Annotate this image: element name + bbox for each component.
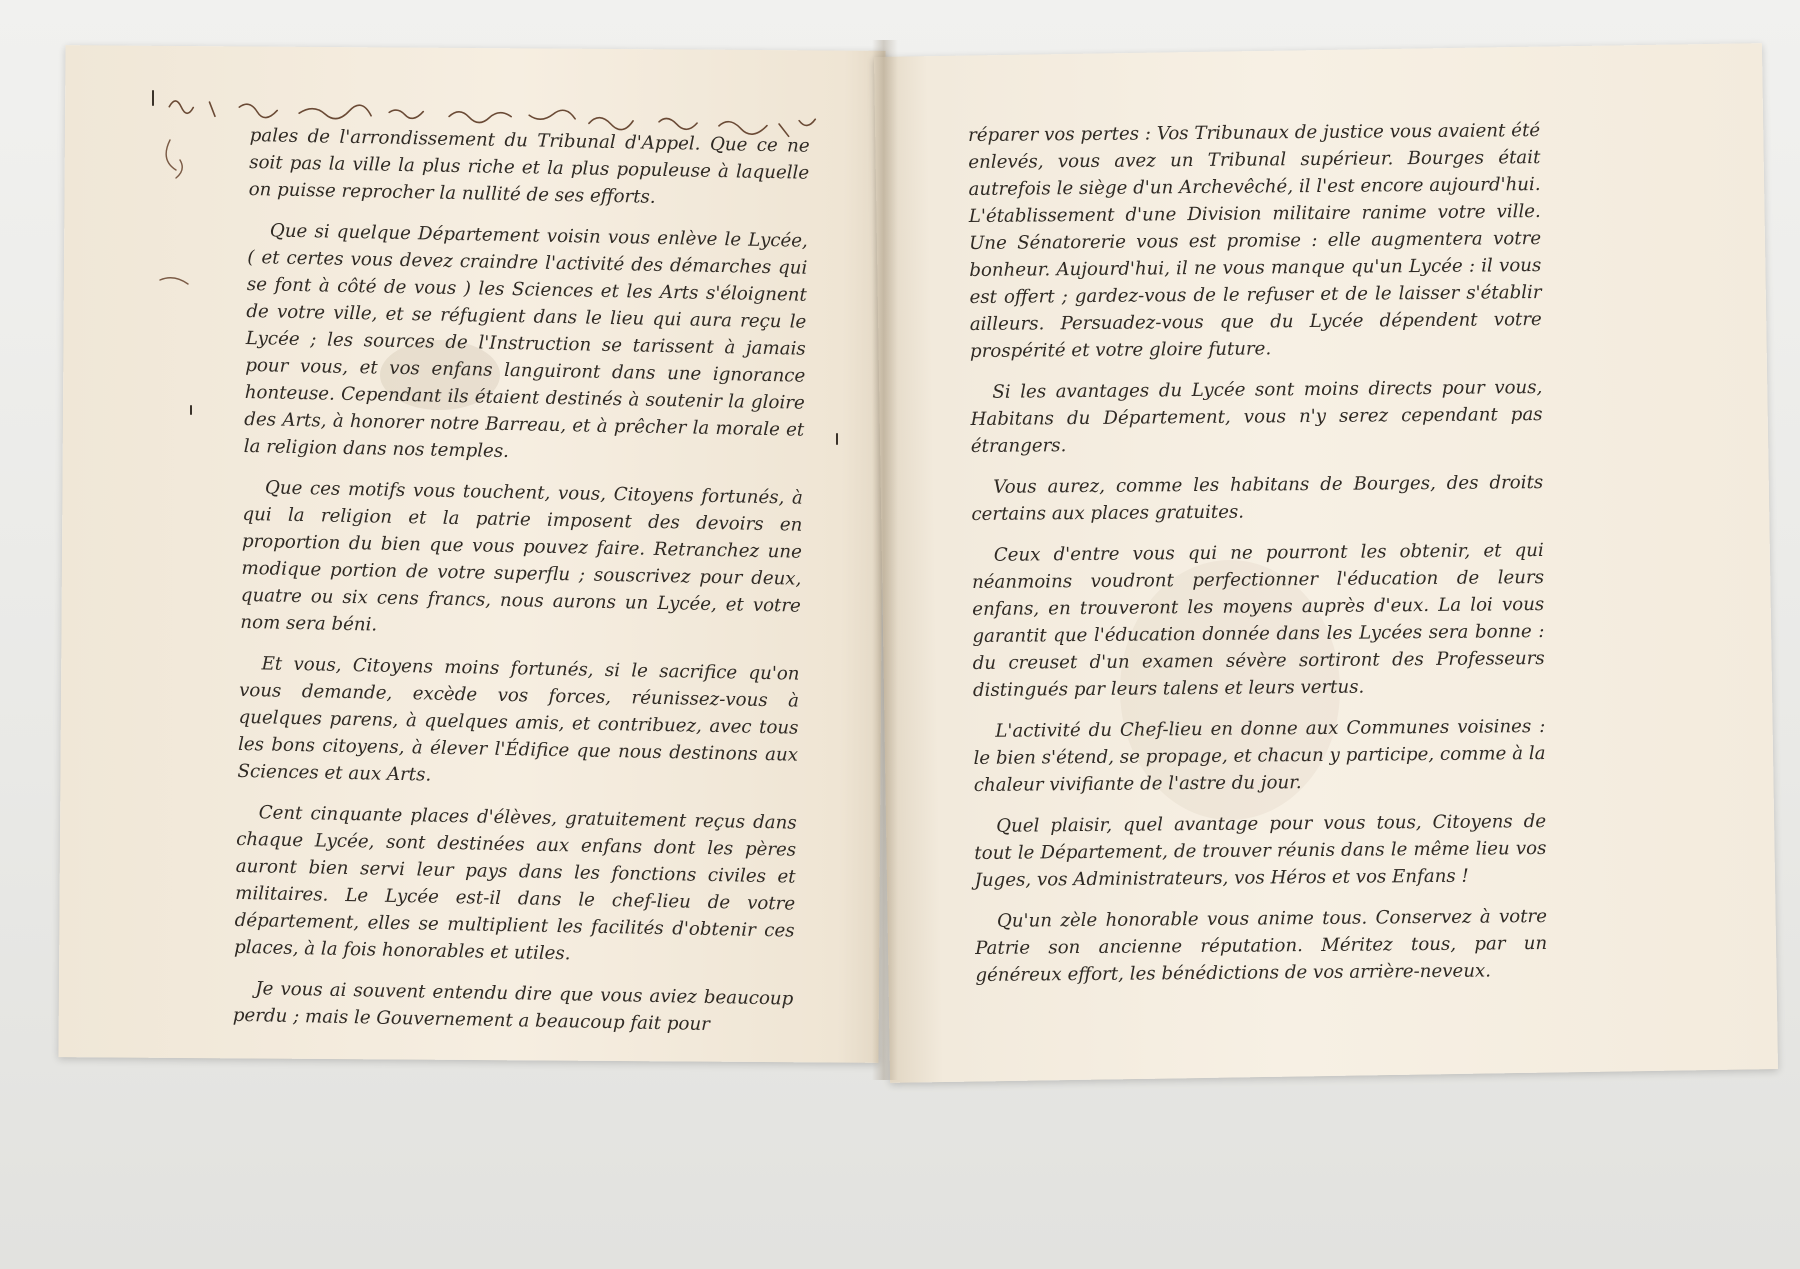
ink-speck [190,405,192,415]
ink-speck [836,433,838,445]
paragraph: Que ces motifs vous touchent, vous, Citoyens fortunés, à qui la religion et la patrie imposent des devoirs en proportion du bien que vous pouvez faire. Retranchez une modique portion de votre superflu ; souscrivez pour deux, quatre ou six cens francs, nous aurons un Lycée, et votre nom sera béni. [240,477,804,636]
paragraph: Vous aurez, comme les habitans de Bourges, des droits certains aux places gratuites. [971,471,1544,525]
paragraph: Je vous ai souvent entendu dire que vous aviez beaucoup perdu ; mais le Gouvernement a beaucoup fait pour [232,978,794,1035]
paragraph: Cent cinquante places d'élèves, gratuitement reçus dans chaque Lycée, sont destinées aux enfans dont les pères auront bien servi leur pays dans les fonctions civiles et militaires. Le Lycée est-il dans le chef-lieu de votre département, elles se multiplient les facilités d'obtenir ces places, à la fois honorables et utiles. [233,802,797,965]
paragraph: pales de l'arrondissement du Tribunal d'Appel. Que ce ne soit pas la ville la plus riche et la plus populeuse à laquelle on puisse reprocher la nullité de ses efforts. [248,124,810,208]
paragraph: Si les avantages du Lycée sont moins directs pour vous, Habitans du Département, vous n'y serez cependant pas étrangers. [970,376,1543,457]
paragraph: Qu'un zèle honorable vous anime tous. Conservez à votre Patrie son ancienne réputation. Méritez tous, par un généreux effort, les bénédictions de vos arrière-neveux. [975,905,1548,986]
margin-ink-mark [140,120,230,320]
left-page-text [232,122,810,1054]
book-gutter [872,40,898,1080]
paragraph: L'activité du Chef-lieu en donne aux Communes voisines : le bien s'étend, se propage, et chacun y participe, comme à la chaleur vivifiante de l'astre du jour. [973,715,1546,796]
paragraph: Que si quelque Département voisin vous enlève le Lycée, ( et certes vous devez craindre l'activité des démarches qui se font à côté de vous ) les Sciences et les Arts s'éloignent de votre ville, et se réfugient dans le lieu qui aura reçu le Lycée ; les sources de l'Instruction se tarissent à jamais pour vous, et vos enfans languiront dans une ignorance honteuse. Cependant ils étaient destinés à soutenir la gloire des Arts, à honorer notre Barreau, et à prêcher la morale et la religion dans nos temples. [243,220,809,463]
paragraph: Et vous, Citoyens moins fortunés, si le sacrifice qu'on vous demande, excède vos forces, réunissez-vous à quelques parens, à quelques amis, et contribuez, avec tous les bons citoyens, à élever l'Édifice que nous destinons aux Sciences et aux Arts. [237,653,800,786]
paragraph: réparer vos pertes : Vos Tribunaux de justice vous avaient été enlevés, vous avez un Tribunal supérieur. Bourges était autrefois le siège d'un Archevêché, il l'est encore aujourd'hui. L'établissement d'une Division militaire ranime votre ville. Une Sénatorerie vous est promise : elle augmentera votre bonheur. Aujourd'hui, il ne vous manque qu'un Lycée : il vous est offert ; gardez-vous de le refuser et de le laisser s'établir ailleurs. Persuadez-vous que du Lycée dépendent votre prospérité et votre gloire future. [968,120,1542,362]
paragraph: Ceux d'entre vous qui ne pourront les obtenir, et qui néanmoins voudront perfectionner l'éducation de leurs enfans, en trouveront les moyens auprès d'eux. La loi vous garantit que l'éducation donnée dans les Lycées sera bonne : du creuset d'un examen sévère sortiront des Professeurs distingués par leurs talens et leurs vertus. [971,539,1545,701]
ink-speck [152,90,154,106]
paragraph: Quel plaisir, quel avantage pour vous tous, Citoyens de tout le Département, de trouver réunis dans le même lieu vos Juges, vos Administrateurs, vos Héros et vos Enfans ! [974,810,1547,891]
right-page-text [968,117,1548,1003]
